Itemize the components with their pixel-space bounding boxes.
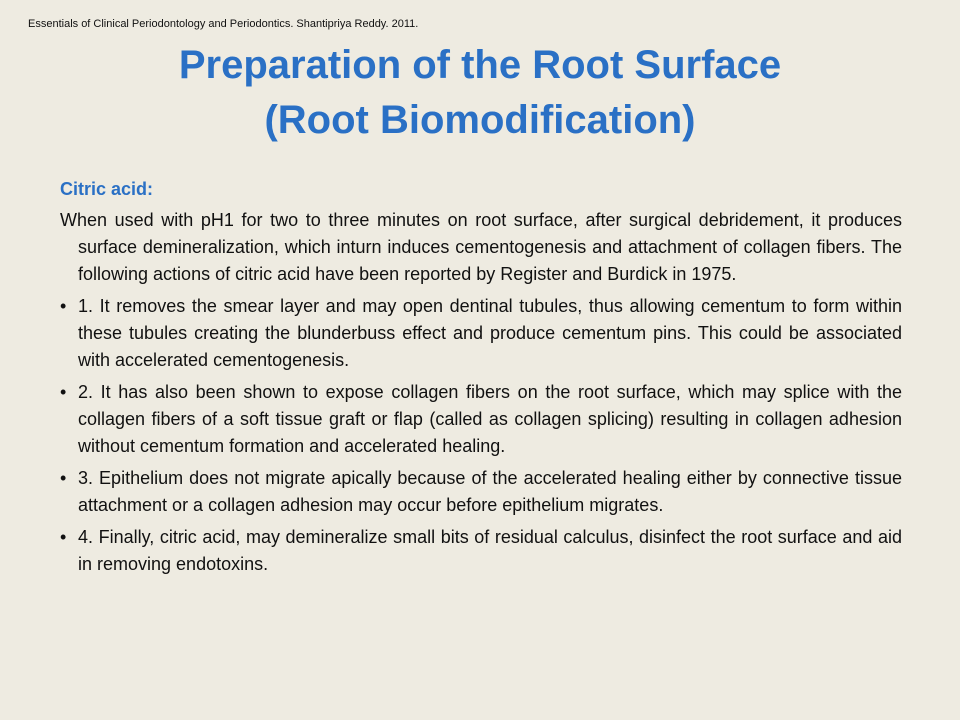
- bullet-text: 2. It has also been shown to expose collagen fibers on the root surface, which may splice with the collagen fibers of a soft tissue graft or flap (called as collagen splicing) resulting in collagen adhesion without cementum formation and accelerated healing.: [78, 382, 902, 456]
- bullet-icon: •: [60, 527, 67, 547]
- slide-body: [60, 176, 902, 583]
- bullet-text: 3. Epithelium does not migrate apically because of the accelerated healing either by connective tissue attachment or a collagen adhesion may occur before epithelium migrates.: [78, 468, 902, 515]
- bullet-item: [60, 293, 902, 374]
- bullet-item: [60, 379, 902, 460]
- intro-paragraph: When used with pH1 for two to three minutes on root surface, after surgical debridement, it produces surface demineralization, which inturn induces cementogenesis and attachment of collagen fibers. The following actions of citric acid have been reported by Register and Burdick in 1975.: [60, 210, 902, 284]
- bullet-item: [60, 524, 902, 578]
- bullet-icon: •: [60, 296, 67, 316]
- slide-title-line-1: Preparation of the Root Surface: [178, 43, 782, 87]
- slide-title: [0, 38, 960, 148]
- bullet-list: [60, 293, 902, 578]
- citation: Essentials of Clinical Periodontology and Periodontics. Shantipriya Reddy. 2011.: [28, 18, 419, 30]
- slide-title-line-2: (Root Biomodification): [264, 98, 696, 142]
- bullet-icon: •: [60, 468, 67, 488]
- bullet-text: 4. Finally, citric acid, may demineralize small bits of residual calculus, disinfect the root surface and aid in removing endotoxins.: [78, 527, 902, 574]
- bullet-icon: •: [60, 382, 67, 402]
- bullet-text: 1. It removes the smear layer and may open dentinal tubules, thus allowing cementum to form within these tubules creating the blunderbuss effect and produce cementum pins. This could be associated with accelerated cementogenesis.: [78, 296, 902, 370]
- bullet-item: [60, 465, 902, 519]
- section-heading: Citric acid:: [60, 179, 154, 199]
